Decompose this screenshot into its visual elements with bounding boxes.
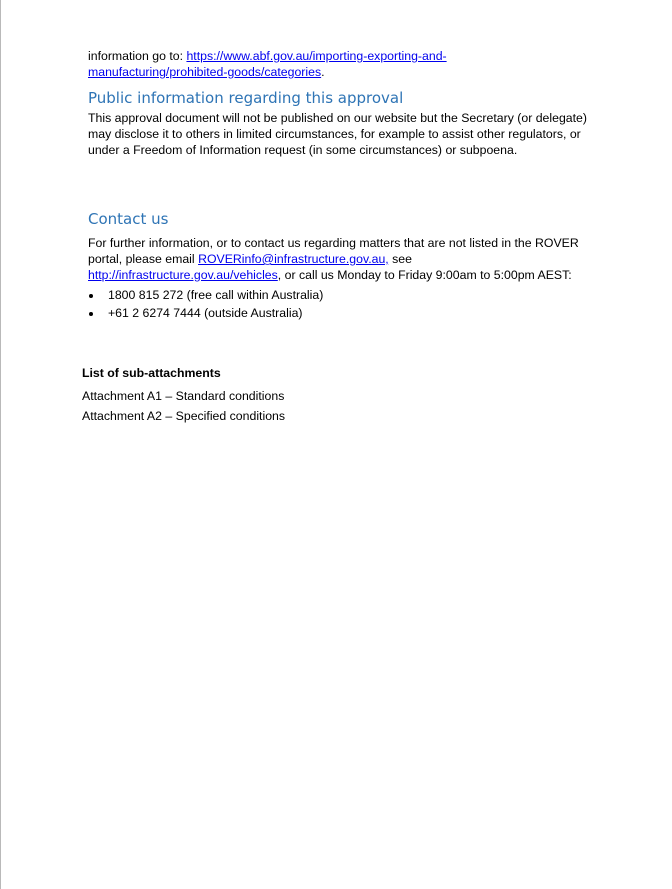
contact-text-before-email: For further information, or to contact us regarding matters that are not listed in the ROVER portal, please email [88, 236, 579, 266]
public-info-heading: Public information regarding this approval [88, 89, 404, 107]
rover-email-link[interactable]: ROVERinfo@infrastructure.gov.au, [198, 252, 389, 266]
abf-link-line1: https://www.abf.gov.au/importing-exporting-and- [186, 49, 447, 63]
sub-attachment-item: Attachment A2 – Specified conditions [82, 409, 286, 423]
contact-text-see: see [388, 252, 412, 266]
bullet-icon [89, 294, 93, 298]
contact-paragraph [88, 235, 598, 283]
abf-link-line2: manufacturing/prohibited-goods/categories [88, 65, 322, 79]
phone-list-item [88, 287, 323, 305]
bullet-icon [89, 312, 93, 316]
contact-text-after-url: , or call us Monday to Friday 9:00am to 5:00pm AEST: [277, 268, 572, 282]
intro-paragraph [88, 48, 598, 80]
page-left-edge [0, 0, 1, 889]
sub-attachments-title: List of sub-attachments [82, 366, 221, 380]
contact-heading: Contact us [88, 210, 169, 228]
sub-attachment-item: Attachment A1 – Standard conditions [82, 389, 285, 403]
vehicles-website-link[interactable]: http://infrastructure.gov.au/vehicles [88, 268, 278, 282]
phone-text: 1800 815 272 (free call within Australia) [108, 288, 324, 302]
phone-list-item [88, 305, 323, 323]
intro-lead-text: information go to: [88, 49, 187, 63]
public-info-paragraph: This approval document will not be published on our website but the Secretary (or delegate) may disclose it to others in limited circumstances, for example to assist other regulators, or under a Freedom of Information request (in some circumstances) or subpoena. [88, 111, 587, 157]
phone-list [88, 287, 323, 323]
phone-text: +61 2 6274 7444 (outside Australia) [108, 306, 303, 320]
intro-trailing-period: . [321, 65, 325, 79]
